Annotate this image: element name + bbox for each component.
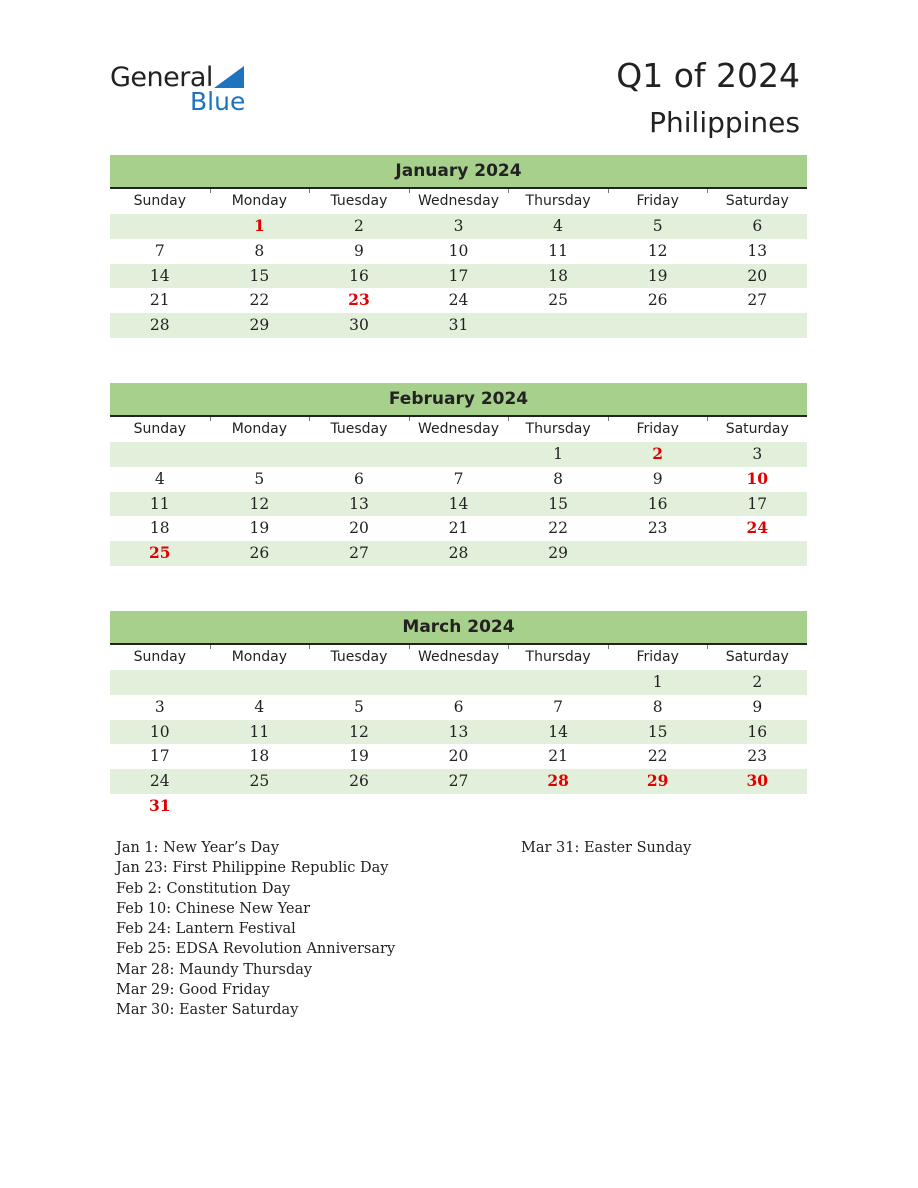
date-cell: 19 — [249, 519, 270, 538]
month-calendar-march — [110, 611, 807, 819]
weekday-label: Saturday — [707, 189, 807, 214]
holiday-date-cell: 23 — [348, 290, 370, 310]
date-cell: 18 — [548, 266, 568, 285]
holiday-entry: Mar 31: Easter Sunday — [521, 840, 692, 856]
week-row — [110, 239, 807, 264]
weekday-label: Monday — [210, 645, 310, 670]
date-cell: 2 — [354, 217, 364, 235]
weekday-header-row — [110, 189, 807, 214]
date-cell: 17 — [149, 747, 170, 766]
date-cell — [508, 670, 608, 695]
date-cell: 8 — [254, 241, 265, 260]
date-cell: 8 — [553, 469, 564, 488]
weekday-label: Sunday — [133, 649, 186, 665]
weekday-label: Tuesday — [309, 417, 409, 442]
logo-word-general: General — [110, 62, 213, 93]
date-cell — [210, 794, 310, 819]
date-cell: 25 — [249, 772, 270, 791]
date-cell: 19 — [349, 747, 369, 766]
logo-word-blue: Blue — [190, 87, 246, 116]
date-cell: 29 — [548, 544, 568, 563]
month-header: January 2024 — [110, 155, 807, 189]
holiday-date-cell: 30 — [746, 771, 769, 791]
week-row — [110, 492, 807, 517]
date-cell: 3 — [453, 217, 464, 235]
weekday-label: Friday — [608, 645, 708, 670]
week-row — [110, 264, 807, 289]
date-cell: 28 — [448, 544, 469, 563]
date-cell: 13 — [448, 722, 469, 741]
date-cell: 4 — [254, 697, 265, 716]
holiday-date-cell: 10 — [746, 468, 769, 488]
week-row — [110, 214, 807, 239]
holiday-entry: Jan 1: New Year’s Day — [116, 840, 280, 856]
date-cell: 20 — [747, 266, 768, 285]
date-cell: 4 — [553, 217, 564, 235]
date-cell: 14 — [548, 722, 568, 741]
date-cell — [707, 541, 807, 566]
date-cell: 12 — [349, 722, 369, 741]
date-cell: 15 — [249, 266, 270, 285]
holiday-entry: Mar 29: Good Friday — [116, 982, 270, 999]
page-title: Q1 of 2024 — [616, 56, 800, 95]
date-cell — [110, 670, 210, 695]
weekday-label: Wednesday — [409, 417, 509, 442]
date-cell: 26 — [249, 544, 270, 563]
week-row — [110, 442, 807, 467]
weekday-label: Sunday — [133, 421, 186, 437]
date-cell: 18 — [249, 747, 270, 766]
weekday-label: Saturday — [707, 645, 807, 670]
week-row — [110, 720, 807, 745]
date-cell: 29 — [249, 316, 270, 335]
holiday-list-right — [521, 838, 691, 858]
country-name: Philippines — [649, 106, 800, 139]
date-cell: 24 — [448, 291, 469, 310]
weekday-header-row — [110, 417, 807, 442]
date-cell: 10 — [149, 722, 170, 741]
date-cell — [508, 794, 608, 819]
weekday-header-row — [110, 645, 807, 670]
date-cell: 9 — [752, 697, 763, 716]
date-cell: 7 — [154, 241, 165, 260]
date-cell — [707, 313, 807, 338]
date-cell: 11 — [149, 494, 170, 513]
date-cell: 27 — [747, 291, 768, 310]
date-cell — [608, 313, 708, 338]
date-cell: 14 — [149, 266, 170, 285]
date-cell: 22 — [548, 519, 568, 538]
date-cell: 19 — [647, 266, 668, 285]
date-cell: 16 — [647, 494, 668, 513]
date-cell: 3 — [154, 697, 165, 716]
date-cell: 16 — [349, 266, 369, 285]
date-cell: 20 — [349, 519, 369, 538]
holiday-date-cell: 29 — [646, 771, 669, 791]
weekday-label: Friday — [608, 189, 708, 214]
month-calendar-january — [110, 155, 807, 338]
week-row — [110, 467, 807, 492]
date-cell: 9 — [652, 469, 663, 488]
holiday-entry: Mar 28: Maundy Thursday — [116, 961, 313, 978]
week-row — [110, 670, 807, 695]
date-cell: 17 — [448, 266, 469, 285]
date-cell: 15 — [647, 722, 668, 741]
week-row — [110, 744, 807, 769]
holiday-date-cell: 24 — [746, 518, 769, 538]
date-cell: 24 — [149, 772, 170, 791]
holiday-entry: Feb 10: Chinese New Year — [116, 900, 311, 917]
date-cell — [409, 670, 509, 695]
general-blue-logo — [110, 62, 260, 114]
date-cell: 25 — [548, 291, 568, 310]
date-cell: 5 — [254, 469, 265, 488]
date-cell: 13 — [747, 241, 768, 260]
date-cell — [707, 794, 807, 819]
weekday-label: Thursday — [508, 189, 608, 214]
date-cell: 23 — [647, 519, 668, 538]
date-cell: 12 — [249, 494, 270, 513]
week-row — [110, 541, 807, 566]
holiday-date-cell: 28 — [547, 771, 569, 791]
holiday-entry: Mar 30: Easter Saturday — [116, 1002, 299, 1019]
week-row — [110, 516, 807, 541]
holiday-date-cell: 25 — [149, 543, 171, 563]
date-cell: 28 — [149, 316, 170, 335]
holiday-date-cell: 1 — [253, 216, 265, 235]
date-cell: 21 — [448, 519, 469, 538]
date-cell: 9 — [354, 241, 364, 260]
date-cell: 15 — [548, 494, 568, 513]
weekday-label: Monday — [210, 417, 310, 442]
date-cell — [110, 214, 210, 239]
date-cell: 20 — [448, 747, 469, 766]
date-cell: 8 — [652, 697, 663, 716]
week-row — [110, 288, 807, 313]
month-calendar-february — [110, 383, 807, 566]
date-cell — [210, 442, 310, 467]
date-cell: 27 — [448, 772, 469, 791]
date-cell: 17 — [747, 494, 768, 513]
weekday-label: Saturday — [707, 417, 807, 442]
date-cell — [110, 442, 210, 467]
date-cell — [608, 541, 708, 566]
weekday-label: Tuesday — [309, 189, 409, 214]
holiday-entry: Feb 24: Lantern Festival — [116, 921, 296, 938]
weekday-label: Wednesday — [409, 189, 509, 214]
date-cell — [309, 794, 409, 819]
date-cell: 30 — [349, 316, 369, 335]
logo-triangle-icon — [214, 66, 244, 88]
weekday-label: Thursday — [508, 417, 608, 442]
date-cell: 2 — [752, 673, 763, 691]
holiday-date-cell: 31 — [149, 795, 171, 815]
date-cell: 16 — [747, 722, 768, 741]
week-row — [110, 695, 807, 720]
week-row — [110, 313, 807, 338]
date-cell: 23 — [747, 747, 768, 766]
date-cell: 4 — [154, 469, 165, 488]
date-cell: 11 — [249, 722, 270, 741]
holiday-entry: Feb 2: Constitution Day — [116, 880, 291, 897]
date-cell: 22 — [647, 747, 668, 766]
date-cell: 14 — [448, 494, 469, 513]
date-cell: 13 — [349, 494, 369, 513]
date-cell: 1 — [652, 673, 663, 691]
date-cell: 11 — [548, 241, 568, 260]
holiday-entry: Jan 23: First Philippine Republic Day — [116, 860, 389, 877]
date-cell: 12 — [647, 241, 668, 260]
week-row — [110, 769, 807, 794]
weekday-label: Sunday — [133, 193, 186, 209]
date-cell: 3 — [752, 445, 763, 463]
date-cell: 6 — [453, 697, 464, 716]
date-cell — [409, 794, 509, 819]
date-cell: 22 — [249, 291, 270, 310]
month-header: February 2024 — [110, 383, 807, 417]
weekday-label: Monday — [210, 189, 310, 214]
date-cell: 1 — [553, 445, 564, 463]
month-header: March 2024 — [110, 611, 807, 645]
date-cell: 5 — [652, 217, 663, 235]
date-cell: 6 — [752, 217, 763, 235]
date-cell: 31 — [448, 316, 469, 335]
date-cell: 6 — [354, 469, 364, 488]
date-cell: 7 — [553, 697, 564, 716]
date-cell: 7 — [453, 469, 464, 488]
week-row — [110, 794, 807, 819]
date-cell: 5 — [354, 697, 364, 716]
date-cell: 10 — [448, 241, 469, 260]
date-cell: 18 — [149, 519, 170, 538]
date-cell: 21 — [149, 291, 170, 310]
weekday-label: Thursday — [508, 645, 608, 670]
holiday-entry: Feb 25: EDSA Revolution Anniversary — [116, 941, 396, 958]
holiday-date-cell: 2 — [652, 444, 664, 463]
date-cell: 26 — [349, 772, 369, 791]
date-cell — [309, 670, 409, 695]
weekday-label: Friday — [608, 417, 708, 442]
weekday-label: Wednesday — [409, 645, 509, 670]
holiday-list-left — [116, 838, 395, 1021]
date-cell: 21 — [548, 747, 568, 766]
date-cell: 27 — [349, 544, 369, 563]
date-cell — [210, 670, 310, 695]
date-cell — [508, 313, 608, 338]
date-cell — [309, 442, 409, 467]
weekday-label: Tuesday — [309, 645, 409, 670]
date-cell: 26 — [647, 291, 668, 310]
date-cell — [608, 794, 708, 819]
date-cell — [409, 442, 509, 467]
